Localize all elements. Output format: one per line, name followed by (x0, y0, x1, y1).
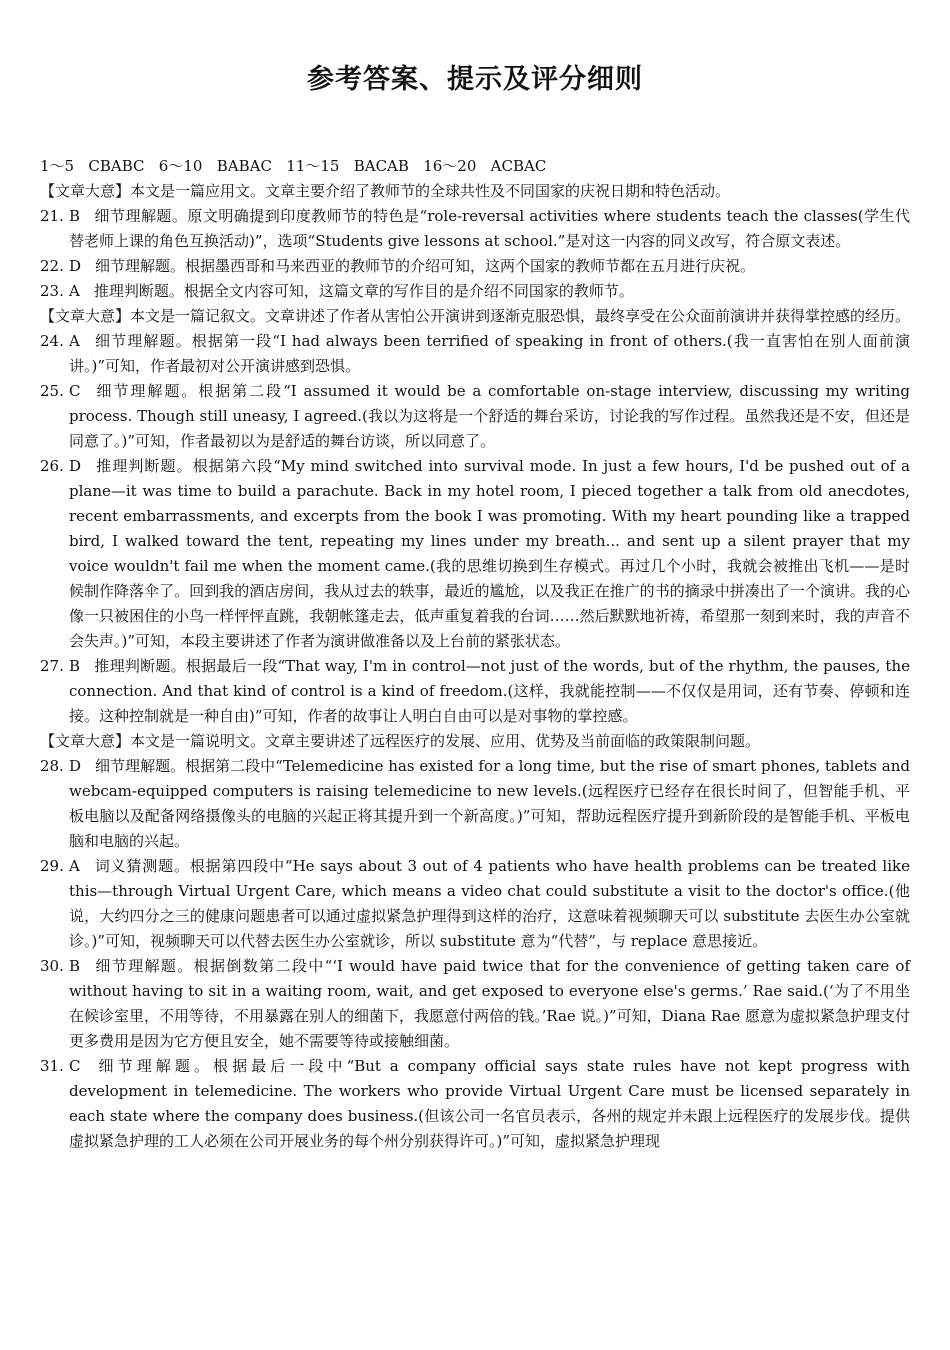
answer-item-27 (40, 654, 910, 729)
item-answer: D (69, 757, 82, 775)
item-number: 24. (40, 332, 64, 350)
item-answer: B (69, 957, 81, 975)
item-answer: B (69, 207, 81, 225)
item-explanation: 推理判断题。根据第六段“My mind switched into survival mode. In just a few hours, I'd be pushed out of a plane—it was time to build a parachute. Back in my hotel room, I pieced together a talk from old anecdotes, recent embarrassments, and excerpts from the book I was promoting. With my heart pounding like a trapped bird, I walked toward the tent, repeating my lines under my breath... and sent up a silent prayer that my voice wouldn't fail me when the moment came.(我的思维切换到生存模式。再过几个小时，我就会被推出飞机——是时候制作降落伞了。回到我的酒店房间，我从过去的轶事，最近的尴尬，以及我正在推广的书的摘录中拼凑出了一个演讲。我的心像一只被困住的小鸟一样怦怦直跳，我朝帐篷走去，低声重复着我的台词……然后默默地祈祷，希望那一刻到来时，我的声音不会失声。)”可知，本段主要讲述了作者为演讲做准备以及上台前的紧张状态。 (69, 457, 910, 650)
answer-item-31 (40, 1054, 910, 1154)
item-explanation: 细节理解题。根据倒数第二段中“‘I would have paid twice that for the convenience of getting taken care of without having to sit in a waiting room, wait, and get exposed to everyone else's germs.’ Rae said.(‘为了不用坐在候诊室里，不用等待，不用暴露在别人的细菌下，我愿意付两倍的钱。’Rae 说。)”可知，Diana Rae 愿意为虚拟紧急护理支付更多费用是因为它方便且安全，她不需要等待或接触细菌。 (69, 957, 910, 1050)
answer-item-23 (40, 279, 910, 304)
item-explanation: 细节理解题。根据第二段“I assumed it would be a comfortable on-stage interview, discussing my writing process. Though still uneasy, I agreed.(我以为这将是一个舒适的舞台采访，讨论我的写作过程。虽然我还是不安，但还是同意了。)”可知，作者最初以为是舒适的舞台访谈，所以同意了。 (69, 382, 910, 450)
item-explanation: 词义猜测题。根据第四段中“He says about 3 out of 4 patients who have health problems can be treated like this—through Virtual Urgent Care, which means a video chat could substitute a visit to the doctor's office.(他说，大约四分之三的健康问题患者可以通过虚拟紧急护理得到这样的治疗，这意味着视频聊天可以 substitute 去医生办公室就诊。)”可知，视频聊天可以代替去医生办公室就诊，所以 substitute 意为“代替”，与 replace 意思接近。 (69, 857, 910, 950)
answer-key-page (40, 58, 910, 1154)
item-answer: A (69, 857, 80, 875)
item-answer: A (69, 282, 80, 300)
item-number: 21. (40, 207, 64, 225)
item-number: 31. (40, 1057, 64, 1075)
passage-section-1 (40, 179, 910, 304)
item-answer: C (69, 382, 81, 400)
answer-item-21 (40, 204, 910, 254)
item-answer: D (69, 457, 82, 475)
multiple-choice-answers-line: 1～5 CBABC 6～10 BABAC 11～15 BACAB 16～20 ACBAC (40, 157, 547, 175)
item-explanation: 推理判断题。根据最后一段“That way, I'm in control—not just of the words, but of the rhythm, the pauses, the connection. And that kind of control is a kind of freedom.(这样，我就能控制——不仅仅是用词，还有节奏、停顿和连接。这种控制就是一种自由)”可知，作者的故事让人明白自由可以是对事物的掌控感。 (69, 657, 910, 725)
answer-item-22 (40, 254, 910, 279)
answer-item-26 (40, 454, 910, 654)
passage-section-2 (40, 304, 910, 729)
item-answer: B (69, 657, 81, 675)
item-number: 27. (40, 657, 64, 675)
passage-summary: 【文章大意】本文是一篇应用文。文章主要介绍了教师节的全球共性及不同国家的庆祝日期和特色活动。 (40, 182, 731, 200)
item-explanation: 细节理解题。根据墨西哥和马来西亚的教师节的介绍可知，这两个国家的教师节都在五月进行庆祝。 (95, 257, 756, 275)
item-number: 22. (40, 257, 64, 275)
page-title: 参考答案、提示及评分细则 (307, 64, 643, 95)
passage-section-3 (40, 729, 910, 1154)
answer-item-25 (40, 379, 910, 454)
item-number: 29. (40, 857, 64, 875)
answer-item-29 (40, 854, 910, 954)
item-number: 30. (40, 957, 64, 975)
item-number: 25. (40, 382, 64, 400)
item-number: 28. (40, 757, 64, 775)
answer-item-28 (40, 754, 910, 854)
item-explanation: 细节理解题。根据第二段中“Telemedicine has existed for a long time, but the rise of smart phones, tablets and webcam-equipped computers is raising telemedicine to new levels.(远程医疗已经存在很长时间了，但智能手机、平板电脑以及配备网络摄像头的电脑的兴起正将其提升到一个新高度。)”可知，帮助远程医疗提升到新阶段的是智能手机、平板电脑和电脑的兴起。 (69, 757, 910, 850)
item-explanation: 细节理解题。原文明确提到印度教师节的特色是“role-reversal activities where students teach the classes(学生代替老师上课的角色互换活动)”，选项“Students give lessons at school.”是对这一内容的同义改写，符合原文表述。 (69, 207, 910, 250)
item-answer: A (69, 332, 80, 350)
item-explanation: 细节理解题。根据最后一段中“But a company official says state rules have not kept progress with development in telemedicine. The workers who provide Virtual Urgent Care must be licensed separately in each state where the company does business.(但该公司一名官员表示，各州的规定并未跟上远程医疗的发展步伐。提供虚拟紧急护理的工人必须在公司开展业务的每个州分别获得许可。)”可知，虚拟紧急护理现 (69, 1057, 910, 1150)
answer-item-24 (40, 329, 910, 379)
item-explanation: 推理判断题。根据全文内容可知，这篇文章的写作目的是介绍不同国家的教师节。 (93, 282, 634, 300)
item-answer: C (69, 1057, 81, 1075)
item-number: 26. (40, 457, 64, 475)
passage-summary: 【文章大意】本文是一篇说明文。文章主要讲述了远程医疗的发展、应用、优势及当前面临的政策限制问题。 (40, 732, 761, 750)
item-explanation: 细节理解题。根据第一段“I had always been terrified of speaking in front of others.(我一直害怕在别人面前演讲。)”可知，作者最初对公开演讲感到恐惧。 (69, 332, 910, 375)
answer-item-30 (40, 954, 910, 1054)
item-number: 23. (40, 282, 64, 300)
item-answer: D (69, 257, 82, 275)
passage-summary: 【文章大意】本文是一篇记叙文。文章讲述了作者从害怕公开演讲到逐渐克服恐惧，最终享受在公众面前演讲并获得掌控感的经历。 (40, 307, 911, 325)
